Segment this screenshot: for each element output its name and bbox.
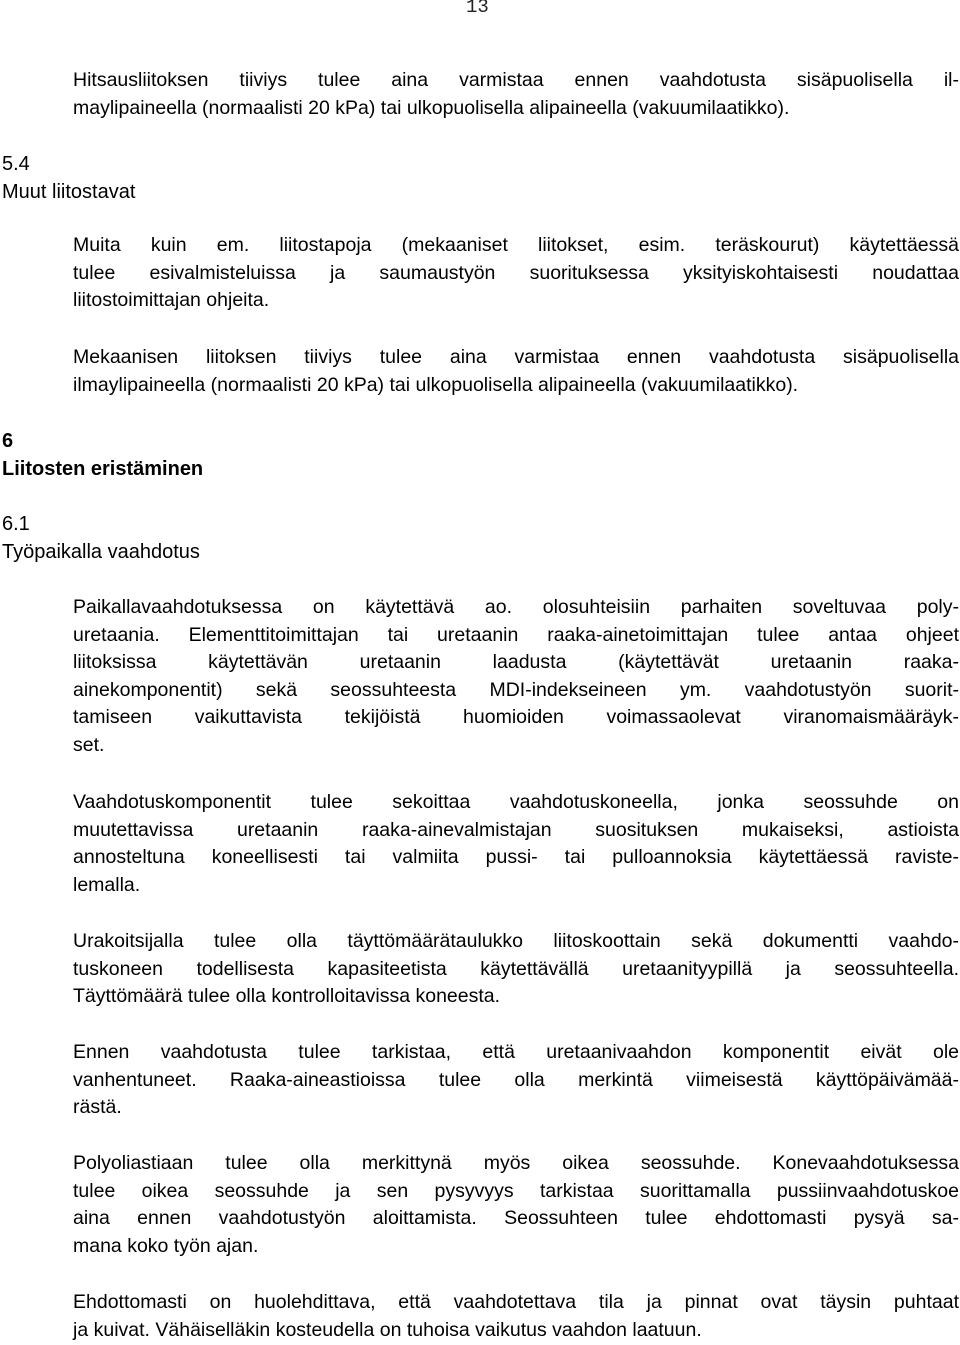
section-6-1-title: Työpaikalla vaahdotus	[2, 541, 200, 563]
paragraph-polyoliastia: Polyoliastiaan tulee olla merkittynä myös oikea seossuhde. Konevaahdotuksessa tulee oikea seossuhde ja sen pysyvyys tarkistaa suorittamalla pussiinvaahdotuskoe aina ennen vaahdotustyön aloittamista. Seossuhteen tulee ehdottomasti pysyä sa- mana koko työn ajan.	[73, 1152, 959, 1257]
paragraph-muut-liitostavat: Muita kuin em. liitostapoja (mekaaniset liitokset, esim. teräskourut) käytettäessä tulee esivalmisteluissa ja saumaustyön suorituksessa yksityiskohtaisesti noudattaa liitostoimittajan ohjeita.	[73, 234, 959, 312]
paragraph-urakoitsija: Urakoitsijalla tulee olla täyttömäärätaulukko liitoskoottain sekä dokumentti vaahdo- tuskoneen todellisesta kapasiteetista käytettävällä uretaanityypillä ja seossuhteella. Täyttömäärä tulee olla kontrolloitavissa koneesta.	[73, 930, 959, 1008]
section-6-title: Liitosten eristäminen	[2, 458, 204, 480]
paragraph-paikallavaahdotus: Paikallavaahdotuksessa on käytettävä ao. olosuhteisiin parhaiten soveltuvaa poly- uretaania. Elementtitoimittajan tai uretaanin raaka-ainetoimittajan tulee antaa ohjeet liitoksissa käytettävän uretaanin laadusta (käytettävät uretaanin raaka- ainekomponentit) sekä seossuhteesta MDI-indekseineen ym. vaahdotustyön suorit- tamiseen vaikuttavista tekijöistä huomioiden voimassaolevat viranomaismääräyk- set.	[73, 596, 959, 756]
paragraph-vaahdotuskomponentit: Vaahdotuskomponentit tulee sekoittaa vaahdotuskoneella, jonka seossuhde on muutettavissa uretaanin raaka-ainevalmistajan suosituksen mukaiseksi, astioista annosteltuna koneellisesti tai valmiita pussi- tai pulloannoksia käytettäessä raviste- lemalla.	[73, 791, 959, 896]
paragraph-hitsausliitos: Hitsausliitoksen tiiviys tulee aina varmistaa ennen vaahdotusta sisäpuolisella il- maylipaineella (normaalisti 20 kPa) tai ulkopuolisella alipaineella (vakuumilaatikko).	[73, 69, 959, 119]
section-6-number: 6	[2, 430, 14, 452]
paragraph-mekaaninen-liitos: Mekaanisen liitoksen tiiviys tulee aina varmistaa ennen vaahdotusta sisäpuolisella ilmaylipaineella (normaalisti 20 kPa) tai ulkopuolisella alipaineella (vakuumilaatikko).	[73, 346, 959, 396]
section-5-4-number: 5.4	[2, 153, 30, 175]
section-5-4-title: Muut liitostavat	[2, 181, 136, 203]
page-number: 13	[466, 0, 489, 18]
paragraph-ennen-vaahdotusta: Ennen vaahdotusta tulee tarkistaa, että uretaanivaahdon komponentit eivät ole vanhentuneet. Raaka-aineastioissa tulee olla merkintä viimeisestä käyttöpäivämää- rästä.	[73, 1041, 959, 1119]
paragraph-ehdottomasti: Ehdottomasti on huolehdittava, että vaahdotettava tila ja pinnat ovat täysin puhtaat ja kuivat. Vähäiselläkin kosteudella on tuhoisa vaikutus vaahdon laatuun.	[73, 1291, 959, 1341]
section-6-1-number: 6.1	[2, 513, 30, 535]
